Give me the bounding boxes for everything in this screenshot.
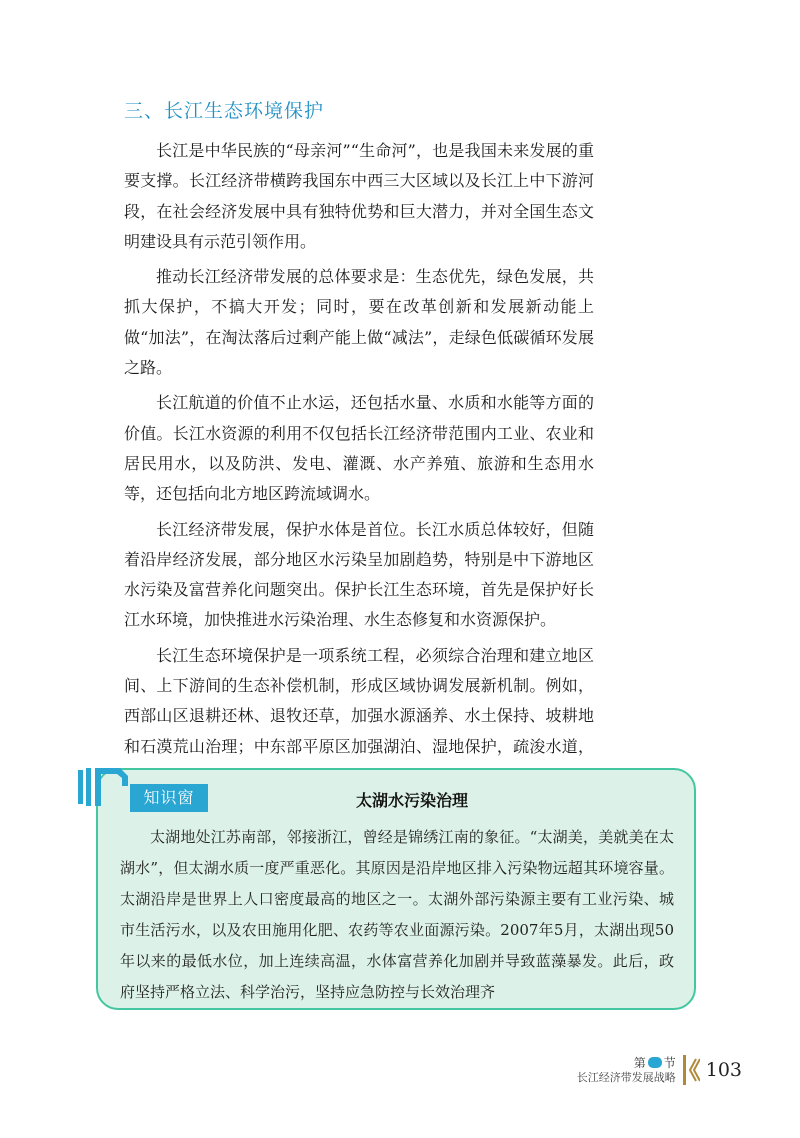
knowledge-window-bars-icon — [76, 766, 136, 826]
footer-divider-icon — [682, 1055, 700, 1085]
paragraph: 长江航道的价值不止水运，还包括水量、水质和水能等方面的价值。长江水资源的利用不仅包括长江经济带范围内工业、农业和居民用水，以及防洪、发电、灌溉、水产养殖、旅游和生态用水等，还包括向北方地区跨流域调水。 — [124, 393, 594, 504]
paragraph: 长江生态环境保护是一项系统工程，必须综合治理和建立地区间、上下游间的生态补偿机制，形成区域协调发展新机制。例如，西部山区退耕还林、退牧还草，加强水源涵养、水土保持、坡耕地和石漠荒山治理；中东部平原区加强湖泊、湿地保护，疏浚水道， — [124, 645, 594, 756]
knowledge-window-title: 太湖水污染治理 — [355, 791, 468, 810]
paragraph: 长江经济带发展，保护水体是首位。长江水质总体较好，但随着沿岸经济发展，部分地区水污染呈加剧趋势，特别是中下游地区水污染及富营养化问题突出。保护长江生态环境，首先是保护好长江水环境，加快推进水污染治理、水生态修复和水资源保护。 — [124, 519, 594, 630]
section-heading: 三、长江生态环境保护 — [124, 100, 325, 122]
knowledge-window-body — [120, 822, 674, 1008]
knowledge-window-label: 知识窗 — [130, 784, 208, 812]
knowledge-window-text: 太湖地处江苏南部，邻接浙江，曾经是锦绣江南的象征。“太湖美，美就美在太湖水”，但太湖水质一度严重恶化。其原因是沿岸地区排入污染物远超其环境容量。太湖沿岸是世界上人口密度最高的地区之一。太湖外部污染源主要有工业污染、城市生活污水，以及农田施用化肥、农药等农业面源污染。2007年5月，太湖出现50年以来的最低水位，加上连续高温，水体富营养化加剧并导致蓝藻暴发。此后，政府坚持严格立法、科学治污，坚持应急防控与长效治理齐 — [120, 828, 674, 1001]
footer-section-name: 长江经济带发展战略 — [576, 1070, 676, 1084]
page-number: 103 — [705, 1059, 742, 1081]
footer-section-number: 第 节 — [633, 1055, 676, 1070]
paragraph: 推动长江经济带发展的总体要求是：生态优先，绿色发展，共抓大保护，不搞大开发；同时，要在改革创新和发展新动能上做“加法”，在淘汰落后过剩产能上做“减法”，走绿色低碳循环发展之路。 — [124, 267, 594, 378]
paragraph: 长江是中华民族的“母亲河”“生命河”，也是我国未来发展的重要支撑。长江经济带横跨我国东中西三大区域以及长江上中下游河段，在社会经济发展中具有独特优势和巨大潜力，并对全国生态文明建设具有示范引领作用。 — [124, 141, 594, 251]
body-text — [124, 136, 594, 797]
section-number-pill — [648, 1057, 662, 1068]
footer-section-info — [577, 1056, 676, 1085]
page-footer — [577, 1054, 742, 1086]
